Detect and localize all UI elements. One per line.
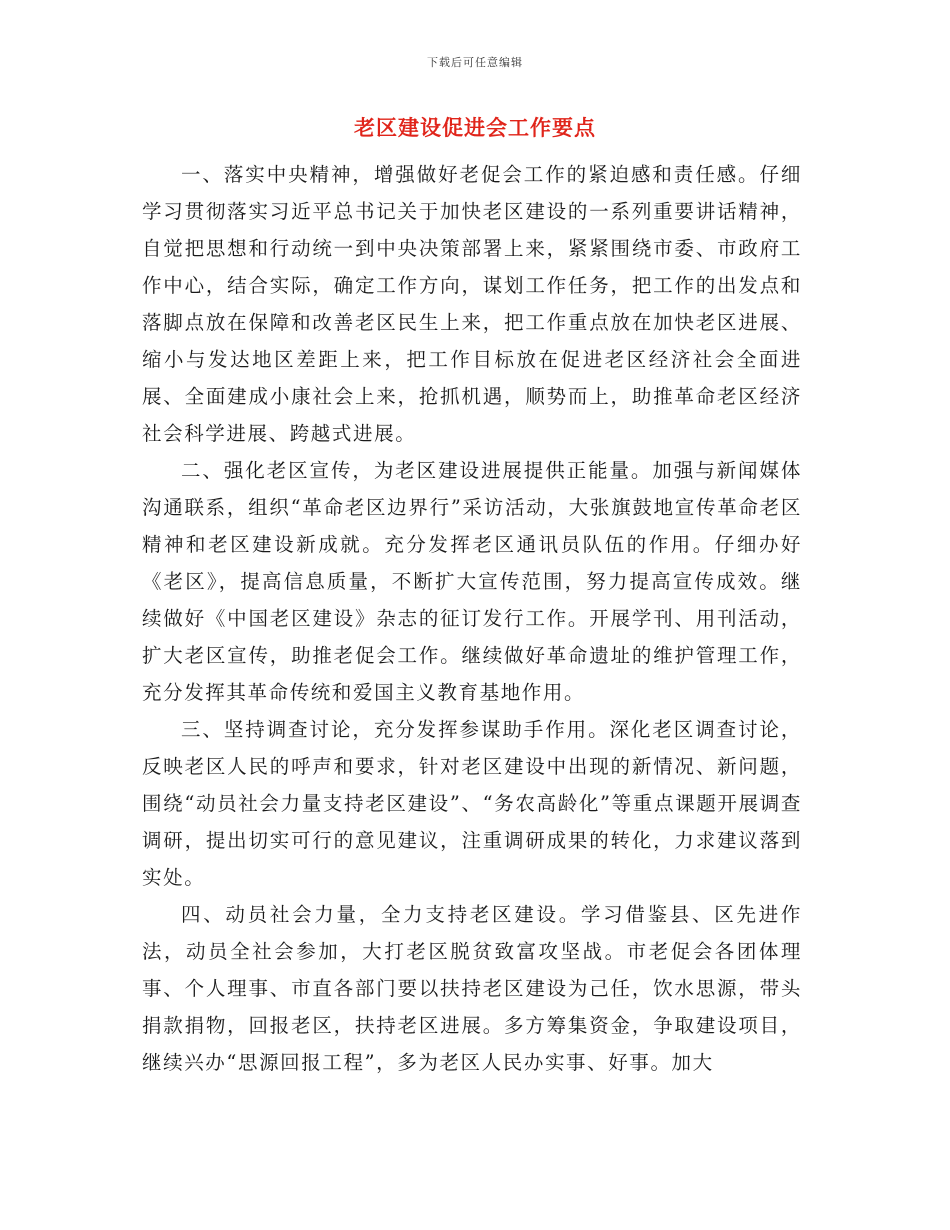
header-note: 下载后可任意编辑 (427, 56, 523, 69)
paragraph-1: 一、落实中央精神，增强做好老促会工作的紧迫感和责任感。仔细学习贯彻落实习近平总书记关于加快老区建设的一系列重要讲话精神，自觉把思想和行动统一到中央决策部署上来，紧紧围绕市委、市政府工作中心，结合实际，确定工作方向，谋划工作任务，把工作的出发点和落脚点放在保障和改善老区民生上来，把工作重点放在加快老区进展、缩小与发达地区差距上来，把工作目标放在促进老区经济社会全面进展、全面建成小康社会上来，抢抓机遇，顺势而上，助推革命老区经济社会科学进展、跨越式进展。 (142, 163, 802, 445)
paragraph-2: 二、强化老区宣传，为老区建设进展提供正能量。加强与新闻媒体沟通联系，组织“革命老区边界行”采访活动，大张旗鼓地宣传革命老区精神和老区建设新成就。充分发挥老区通讯员队伍的作用。仔细办好《老区》，提高信息质量，不断扩大宣传范围，努力提高宣传成效。继续做好《中国老区建设》杂志的征订发行工作。开展学刊、用刊活动，扩大老区宣传，助推老促会工作。继续做好革命遗址的维护管理工作，充分发挥其革命传统和爱国主义教育基地作用。 (142, 459, 802, 704)
document-title: 老区建设促进会工作要点 (354, 115, 596, 140)
paragraph-3: 三、坚持调查讨论，充分发挥参谋助手作用。深化老区调查讨论，反映老区人民的呼声和要求，针对老区建设中出现的新情况、新问题，围绕“动员社会力量支持老区建设”、“务农高龄化”等重点课题开展调查调研，提出切实可行的意见建议，注重调研成果的转化，力求建议落到实处。 (142, 718, 802, 889)
paragraph-4: 四、动员社会力量，全力支持老区建设。学习借鉴县、区先进作法，动员全社会参加，大打老区脱贫致富攻坚战。市老促会各团体理事、个人理事、市直各部门要以扶持老区建设为己任，饮水思源，带头捐款捐物，回报老区，扶持老区进展。多方筹集资金，争取建设项目，继续兴办“思源回报工程”，多为老区人民办实事、好事。加大 (142, 903, 802, 1074)
document-body (142, 156, 802, 1081)
